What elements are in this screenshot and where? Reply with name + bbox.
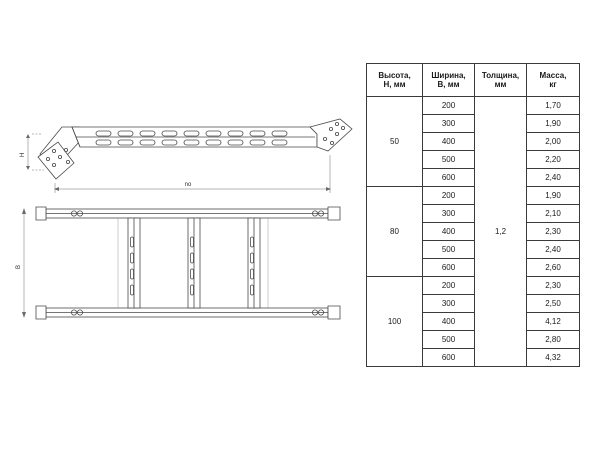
cell-mass: 4,12 <box>527 313 580 331</box>
left-bracket <box>38 127 80 179</box>
technical-drawing <box>10 95 360 355</box>
cell-width: 600 <box>423 349 475 367</box>
rung <box>188 218 200 308</box>
plan-view <box>36 207 340 319</box>
cell-width: 500 <box>423 151 475 169</box>
cell-width: 500 <box>423 331 475 349</box>
cell-mass: 2,00 <box>527 133 580 151</box>
table-header-row <box>367 64 580 97</box>
cell-width: 600 <box>423 259 475 277</box>
cell-mass: 2,20 <box>527 151 580 169</box>
cell-width: 300 <box>423 295 475 313</box>
cell-width: 400 <box>423 133 475 151</box>
cell-height-100: 100 <box>367 277 423 367</box>
length-dimension <box>54 155 331 193</box>
cell-mass: 2,30 <box>527 277 580 295</box>
cell-mass: 2,10 <box>527 205 580 223</box>
column-header-thickness-line2: мм <box>494 80 507 89</box>
width-dimension <box>22 208 26 318</box>
column-header-thickness-line1: Толщина, <box>481 70 520 80</box>
cell-width: 300 <box>423 205 475 223</box>
rung <box>248 218 260 308</box>
cell-width: 600 <box>423 169 475 187</box>
column-header-width-line1: Ширина, <box>431 70 466 80</box>
cell-thickness: 1,2 <box>475 97 527 367</box>
cell-width: 200 <box>423 97 475 115</box>
cell-mass: 2,60 <box>527 259 580 277</box>
column-header-width-line2: B, мм <box>437 80 460 89</box>
column-header-mass-line2: кг <box>549 80 557 89</box>
table-row <box>367 277 580 295</box>
rung <box>128 218 140 308</box>
length-dimension-label: no <box>184 182 192 188</box>
cell-mass: 2,40 <box>527 241 580 259</box>
cell-width: 300 <box>423 115 475 133</box>
column-header-height-line1: Высота, <box>378 70 411 80</box>
cell-width: 200 <box>423 277 475 295</box>
cell-mass: 2,30 <box>527 223 580 241</box>
width-dimension-label: B <box>16 264 22 270</box>
cell-mass: 1,90 <box>527 187 580 205</box>
main-profile-side-view <box>72 127 317 147</box>
cell-height-80: 80 <box>367 187 423 277</box>
column-header-height <box>367 64 423 97</box>
cell-width: 200 <box>423 187 475 205</box>
column-header-mass-line1: Масса, <box>539 70 567 80</box>
height-dimension-label: H <box>20 152 26 157</box>
specification-table <box>366 63 579 367</box>
cell-mass: 1,70 <box>527 97 580 115</box>
cell-mass: 2,50 <box>527 295 580 313</box>
cell-width: 400 <box>423 313 475 331</box>
table-row <box>367 187 580 205</box>
column-header-thickness <box>475 64 527 97</box>
cell-mass: 4,32 <box>527 349 580 367</box>
cell-width: 400 <box>423 223 475 241</box>
cell-width: 500 <box>423 241 475 259</box>
column-header-width <box>423 64 475 97</box>
cell-mass: 2,40 <box>527 169 580 187</box>
cell-mass: 2,80 <box>527 331 580 349</box>
column-header-height-line2: Н, мм <box>383 80 406 89</box>
cell-mass: 1,90 <box>527 115 580 133</box>
column-header-mass <box>527 64 580 97</box>
table-row <box>367 97 580 115</box>
cell-height-50: 50 <box>367 97 423 187</box>
